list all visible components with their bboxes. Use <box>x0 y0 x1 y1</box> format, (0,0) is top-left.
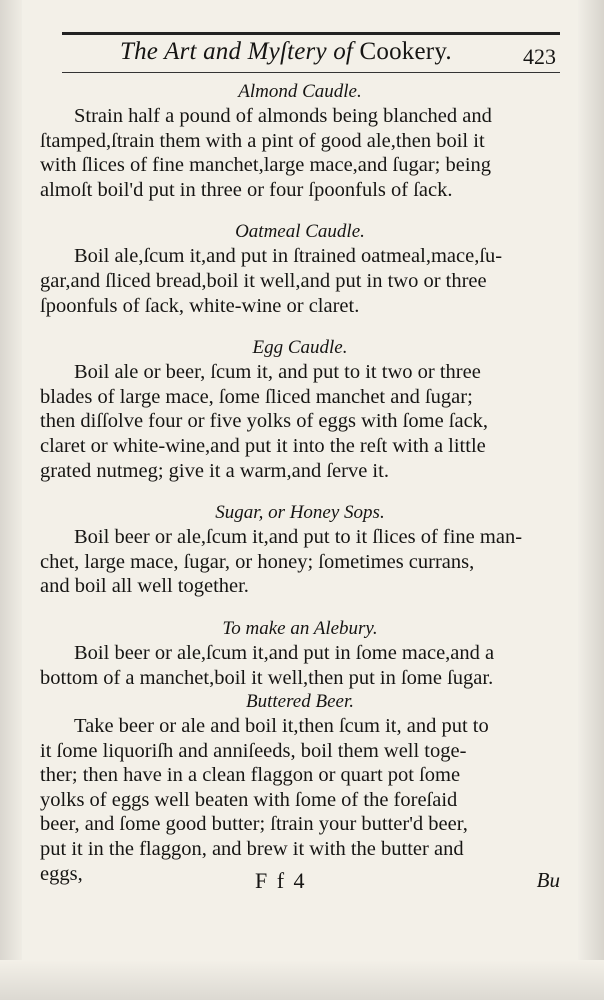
page-edge-bottom <box>0 960 604 1000</box>
recipe-text <box>40 714 560 886</box>
text-line: grated nutmeg; give it a warm,and ſerve it. <box>40 459 389 482</box>
text-line: put it in the flaggon, and brew it with the butter and <box>40 838 464 861</box>
header-underline <box>62 72 560 73</box>
text-line: eggs, <box>40 862 83 885</box>
recipe-text <box>40 104 560 202</box>
running-title-italic: The Art and Myſtery of <box>120 38 354 65</box>
header-rule <box>62 32 560 35</box>
text-line: ſpoonfuls of ſack, white-wine or claret. <box>40 294 360 317</box>
page-body <box>40 80 560 886</box>
text-line: Boil beer or ale,ſcum it,and put to it ſlices of fine man- <box>74 526 523 549</box>
recipe-heading: Sugar, or Honey Sops. <box>215 502 385 524</box>
text-line: yolks of eggs well beaten with ſome of the foreſaid <box>40 788 458 811</box>
recipe-heading: Buttered Beer. <box>246 691 354 713</box>
page-edge-right <box>578 0 604 1000</box>
text-line: almoſt boil'd put in three or four ſpoonfuls of ſack. <box>40 178 453 201</box>
signature-mark: F f 4 <box>255 868 307 893</box>
text-line: ther; then have in a clean flaggon or quart pot ſome <box>40 764 461 787</box>
recipe-text <box>40 244 560 318</box>
text-line: chet, large mace, ſugar, or honey; ſometimes currans, <box>40 550 475 573</box>
catchword: Bu <box>536 868 560 892</box>
page-edge-left <box>0 0 22 1000</box>
running-head <box>62 38 560 70</box>
recipe-heading: Almond Caudle. <box>238 81 362 102</box>
recipe-heading: Oatmeal Caudle. <box>235 221 365 243</box>
text-line: Boil ale or beer, ſcum it, and put to it two or three <box>74 361 481 384</box>
text-line: with ſlices of fine manchet,large mace,and ſugar; being <box>40 154 492 177</box>
text-line: and boil all well together. <box>40 575 249 598</box>
running-title-roman: Cookery. <box>359 38 452 65</box>
text-line: it ſome liquoriſh and anniſeeds, boil them well toge- <box>40 739 467 762</box>
recipe-heading: Egg Caudle. <box>252 337 348 359</box>
recipe-text <box>40 360 560 483</box>
page-number: 423 <box>523 44 556 69</box>
recipe-text <box>40 525 560 599</box>
text-line: bottom of a manchet,boil it well,then put in ſome ſugar. <box>40 666 494 689</box>
text-line: claret or white-wine,and put it into the reſt with a little <box>40 434 486 457</box>
text-line: Strain half a pound of almonds being blanched and <box>74 105 492 127</box>
text-line: gar,and ſliced bread,boil it well,and put in two or three <box>40 269 487 292</box>
text-line: Boil beer or ale,ſcum it,and put in ſome mace,and a <box>74 641 495 664</box>
recipe-text <box>40 641 560 690</box>
running-title <box>120 38 452 66</box>
text-line: beer, and ſome good butter; ſtrain your butter'd beer, <box>40 813 468 836</box>
text-line: blades of large mace, ſome ſliced manchet and ſugar; <box>40 385 473 408</box>
text-line: Take beer or ale and boil it,then ſcum it, and put to <box>74 715 489 738</box>
text-line: then diſſolve four or five yolks of eggs with ſome ſack, <box>40 410 489 433</box>
recipe-heading: To make an Alebury. <box>222 617 378 639</box>
text-line: ſtamped,ſtrain them with a pint of good ale,then boil it <box>40 129 485 152</box>
text-line: Boil ale,ſcum it,and put in ſtrained oatmeal,mace,ſu- <box>74 245 503 268</box>
page-footer <box>40 868 560 898</box>
